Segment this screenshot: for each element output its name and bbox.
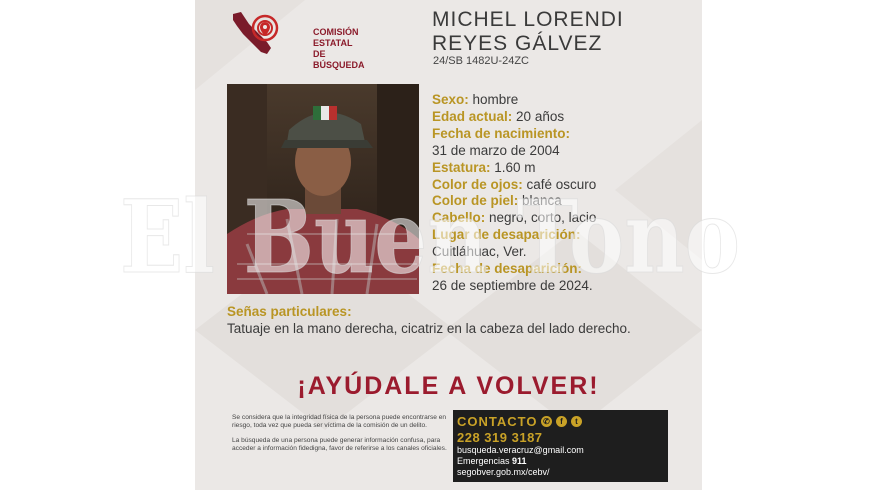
detail-row bbox=[432, 177, 697, 194]
detail-row bbox=[432, 210, 697, 227]
detail-row bbox=[432, 126, 697, 143]
detail-value: hombre bbox=[472, 92, 519, 107]
person-name: MICHEL LORENDI REYES GÁLVEZ bbox=[432, 8, 624, 55]
call-to-action: ¡AYÚDALE A VOLVER! bbox=[297, 372, 600, 400]
detail-row bbox=[432, 160, 697, 177]
detail-label: Color de piel: bbox=[432, 193, 519, 209]
detail-value: negro, corto, lacio bbox=[489, 210, 597, 226]
contact-email[interactable]: busqueda.veracruz@gmail.com bbox=[457, 445, 584, 455]
detail-value: café oscuro bbox=[526, 176, 597, 192]
contact-website[interactable]: segobver.gob.mx/cebv/ bbox=[457, 467, 550, 477]
detail-row bbox=[432, 193, 697, 210]
detail-label: Edad actual: bbox=[432, 108, 513, 124]
contact-phone[interactable]: 228 319 3187 bbox=[457, 430, 543, 445]
person-details bbox=[432, 92, 697, 295]
detail-value: Cuitláhuac, Ver. bbox=[432, 244, 527, 260]
detail-value: 31 de marzo de 2004 bbox=[432, 142, 560, 158]
search-poster bbox=[195, 0, 702, 490]
detail-value: 20 años bbox=[516, 108, 565, 124]
case-folio: 24/SB 1482U-24ZC bbox=[433, 55, 529, 67]
contact-emergency: Emergencias 911 bbox=[457, 456, 527, 466]
contact-box bbox=[453, 410, 668, 482]
distinguishing-marks: Señas particulares: Tatuaje en la mano derecha, cicatriz en la cabeza del lado derecho. bbox=[227, 304, 631, 336]
facebook-icon[interactable]: f bbox=[556, 416, 567, 427]
detail-label: Fecha de desaparición: bbox=[432, 261, 583, 277]
detail-label: Fecha de nacimiento: bbox=[432, 125, 571, 141]
detail-label: Sexo: bbox=[432, 92, 469, 107]
detail-value: 26 de septiembre de 2024. bbox=[432, 277, 593, 293]
detail-label: Estatura: bbox=[432, 159, 491, 175]
detail-row bbox=[432, 261, 697, 278]
person-photo bbox=[227, 84, 419, 294]
watermark-text: El Buen Tono bbox=[120, 180, 740, 290]
agency-name: COMISIÓN ESTATAL DE BÚSQUEDA bbox=[313, 27, 365, 70]
agency-logo bbox=[227, 10, 377, 70]
phone-icon[interactable]: ✆ bbox=[543, 417, 551, 426]
veracruz-map-icon bbox=[227, 10, 307, 62]
detail-value: blanca bbox=[522, 193, 562, 209]
detail-label: Cabello: bbox=[432, 210, 486, 226]
detail-value: 1.60 m bbox=[494, 159, 536, 175]
twitter-icon[interactable]: t bbox=[571, 416, 582, 427]
detail-row bbox=[432, 227, 697, 244]
registered-mark-icon bbox=[741, 189, 759, 207]
detail-row bbox=[432, 109, 697, 126]
detail-label: Color de ojos: bbox=[432, 176, 523, 192]
legal-notice: Se considera que la integridad física de la persona puede encontrarse en riesgo, toda vez que pueda ser víctima de la comisión de un delito. La búsqueda de una persona puede generar información confusa, para acceder a información fidedigna, favor de referirse a los canales oficiales. bbox=[232, 414, 447, 452]
detail-row bbox=[432, 92, 697, 109]
contact-title: CONTACTO bbox=[457, 414, 538, 429]
detail-label: Lugar de desaparición: bbox=[432, 227, 581, 243]
